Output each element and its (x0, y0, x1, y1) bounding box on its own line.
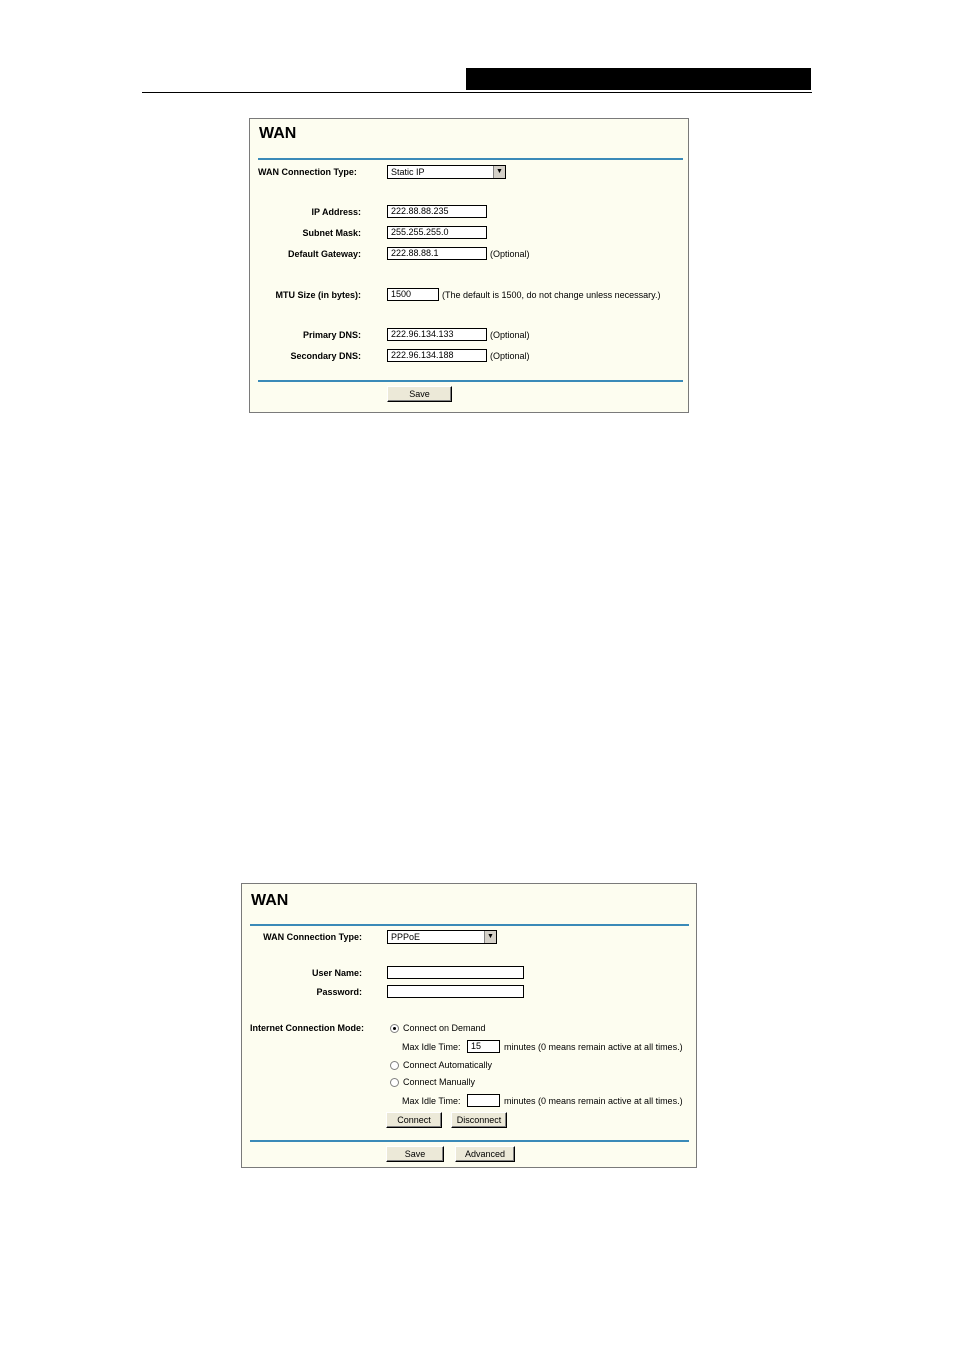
manual-max-idle-time-input[interactable] (467, 1094, 500, 1107)
bottom-divider (250, 1140, 689, 1142)
connect-manually-radio[interactable] (390, 1078, 399, 1087)
primary-dns-label: Primary DNS: (302, 330, 361, 340)
save-button[interactable]: Save (386, 1146, 444, 1162)
user-name-label: User Name: (311, 968, 362, 978)
internet-connection-mode-label: Internet Connection Mode: (250, 1023, 364, 1033)
advanced-button[interactable]: Advanced (455, 1146, 515, 1162)
gateway-optional-note: (Optional) (490, 249, 530, 259)
max-idle-time-hint: minutes (0 means remain active at all times.) (504, 1042, 683, 1052)
connect-on-demand-label: Connect on Demand (403, 1023, 486, 1033)
secondary-dns-optional-note: (Optional) (490, 351, 530, 361)
panel-title: WAN (259, 125, 297, 142)
header-rule (142, 92, 812, 93)
default-gateway-input[interactable]: 222.88.88.1 (387, 247, 487, 260)
top-divider (250, 924, 689, 926)
connect-manually-label: Connect Manually (403, 1077, 476, 1087)
wan-connection-type-select[interactable] (387, 165, 506, 179)
panel-title: WAN (251, 892, 289, 909)
mtu-size-label: MTU Size (in bytes): (275, 290, 361, 300)
connect-automatically-radio[interactable] (390, 1061, 399, 1070)
user-name-input[interactable] (387, 966, 524, 979)
password-input[interactable] (387, 985, 524, 998)
ip-address-input[interactable]: 222.88.88.235 (387, 205, 487, 218)
subnet-mask-label: Subnet Mask: (302, 228, 361, 238)
wan-connection-type-select[interactable] (387, 930, 497, 944)
manual-max-idle-time-hint: minutes (0 means remain active at all times.) (504, 1096, 683, 1106)
header-bar (466, 68, 811, 90)
chevron-down-icon[interactable]: ▼ (493, 166, 505, 178)
secondary-dns-input[interactable]: 222.96.134.188 (387, 349, 487, 362)
ip-address-label: IP Address: (311, 207, 361, 217)
primary-dns-input[interactable]: 222.96.134.133 (387, 328, 487, 341)
subnet-mask-input[interactable]: 255.255.255.0 (387, 226, 487, 239)
default-gateway-label: Default Gateway: (287, 249, 361, 259)
max-idle-time-input[interactable]: 15 (467, 1040, 500, 1053)
mtu-hint: (The default is 1500, do not change unless necessary.) (442, 290, 661, 300)
wan-pppoe-panel (241, 883, 697, 1168)
wan-static-ip-panel (249, 118, 689, 413)
manual-max-idle-time-label: Max Idle Time: (402, 1096, 461, 1106)
wan-connection-type-label: WAN Connection Type: (263, 932, 362, 942)
connect-on-demand-radio[interactable] (390, 1024, 399, 1033)
save-button[interactable]: Save (387, 386, 452, 402)
connect-automatically-label: Connect Automatically (403, 1060, 493, 1070)
max-idle-time-label: Max Idle Time: (402, 1042, 461, 1052)
connect-button[interactable]: Connect (386, 1112, 442, 1128)
wan-connection-type-value: Static IP (391, 167, 425, 177)
secondary-dns-label: Secondary DNS: (290, 351, 361, 361)
password-label: Password: (316, 987, 362, 997)
bottom-divider (258, 380, 683, 382)
disconnect-button[interactable]: Disconnect (451, 1112, 507, 1128)
top-divider (258, 158, 683, 160)
wan-connection-type-value: PPPoE (391, 932, 421, 942)
mtu-size-input[interactable]: 1500 (387, 288, 439, 301)
chevron-down-icon[interactable]: ▼ (484, 931, 496, 943)
wan-connection-type-label: WAN Connection Type: (258, 167, 357, 177)
primary-dns-optional-note: (Optional) (490, 330, 530, 340)
